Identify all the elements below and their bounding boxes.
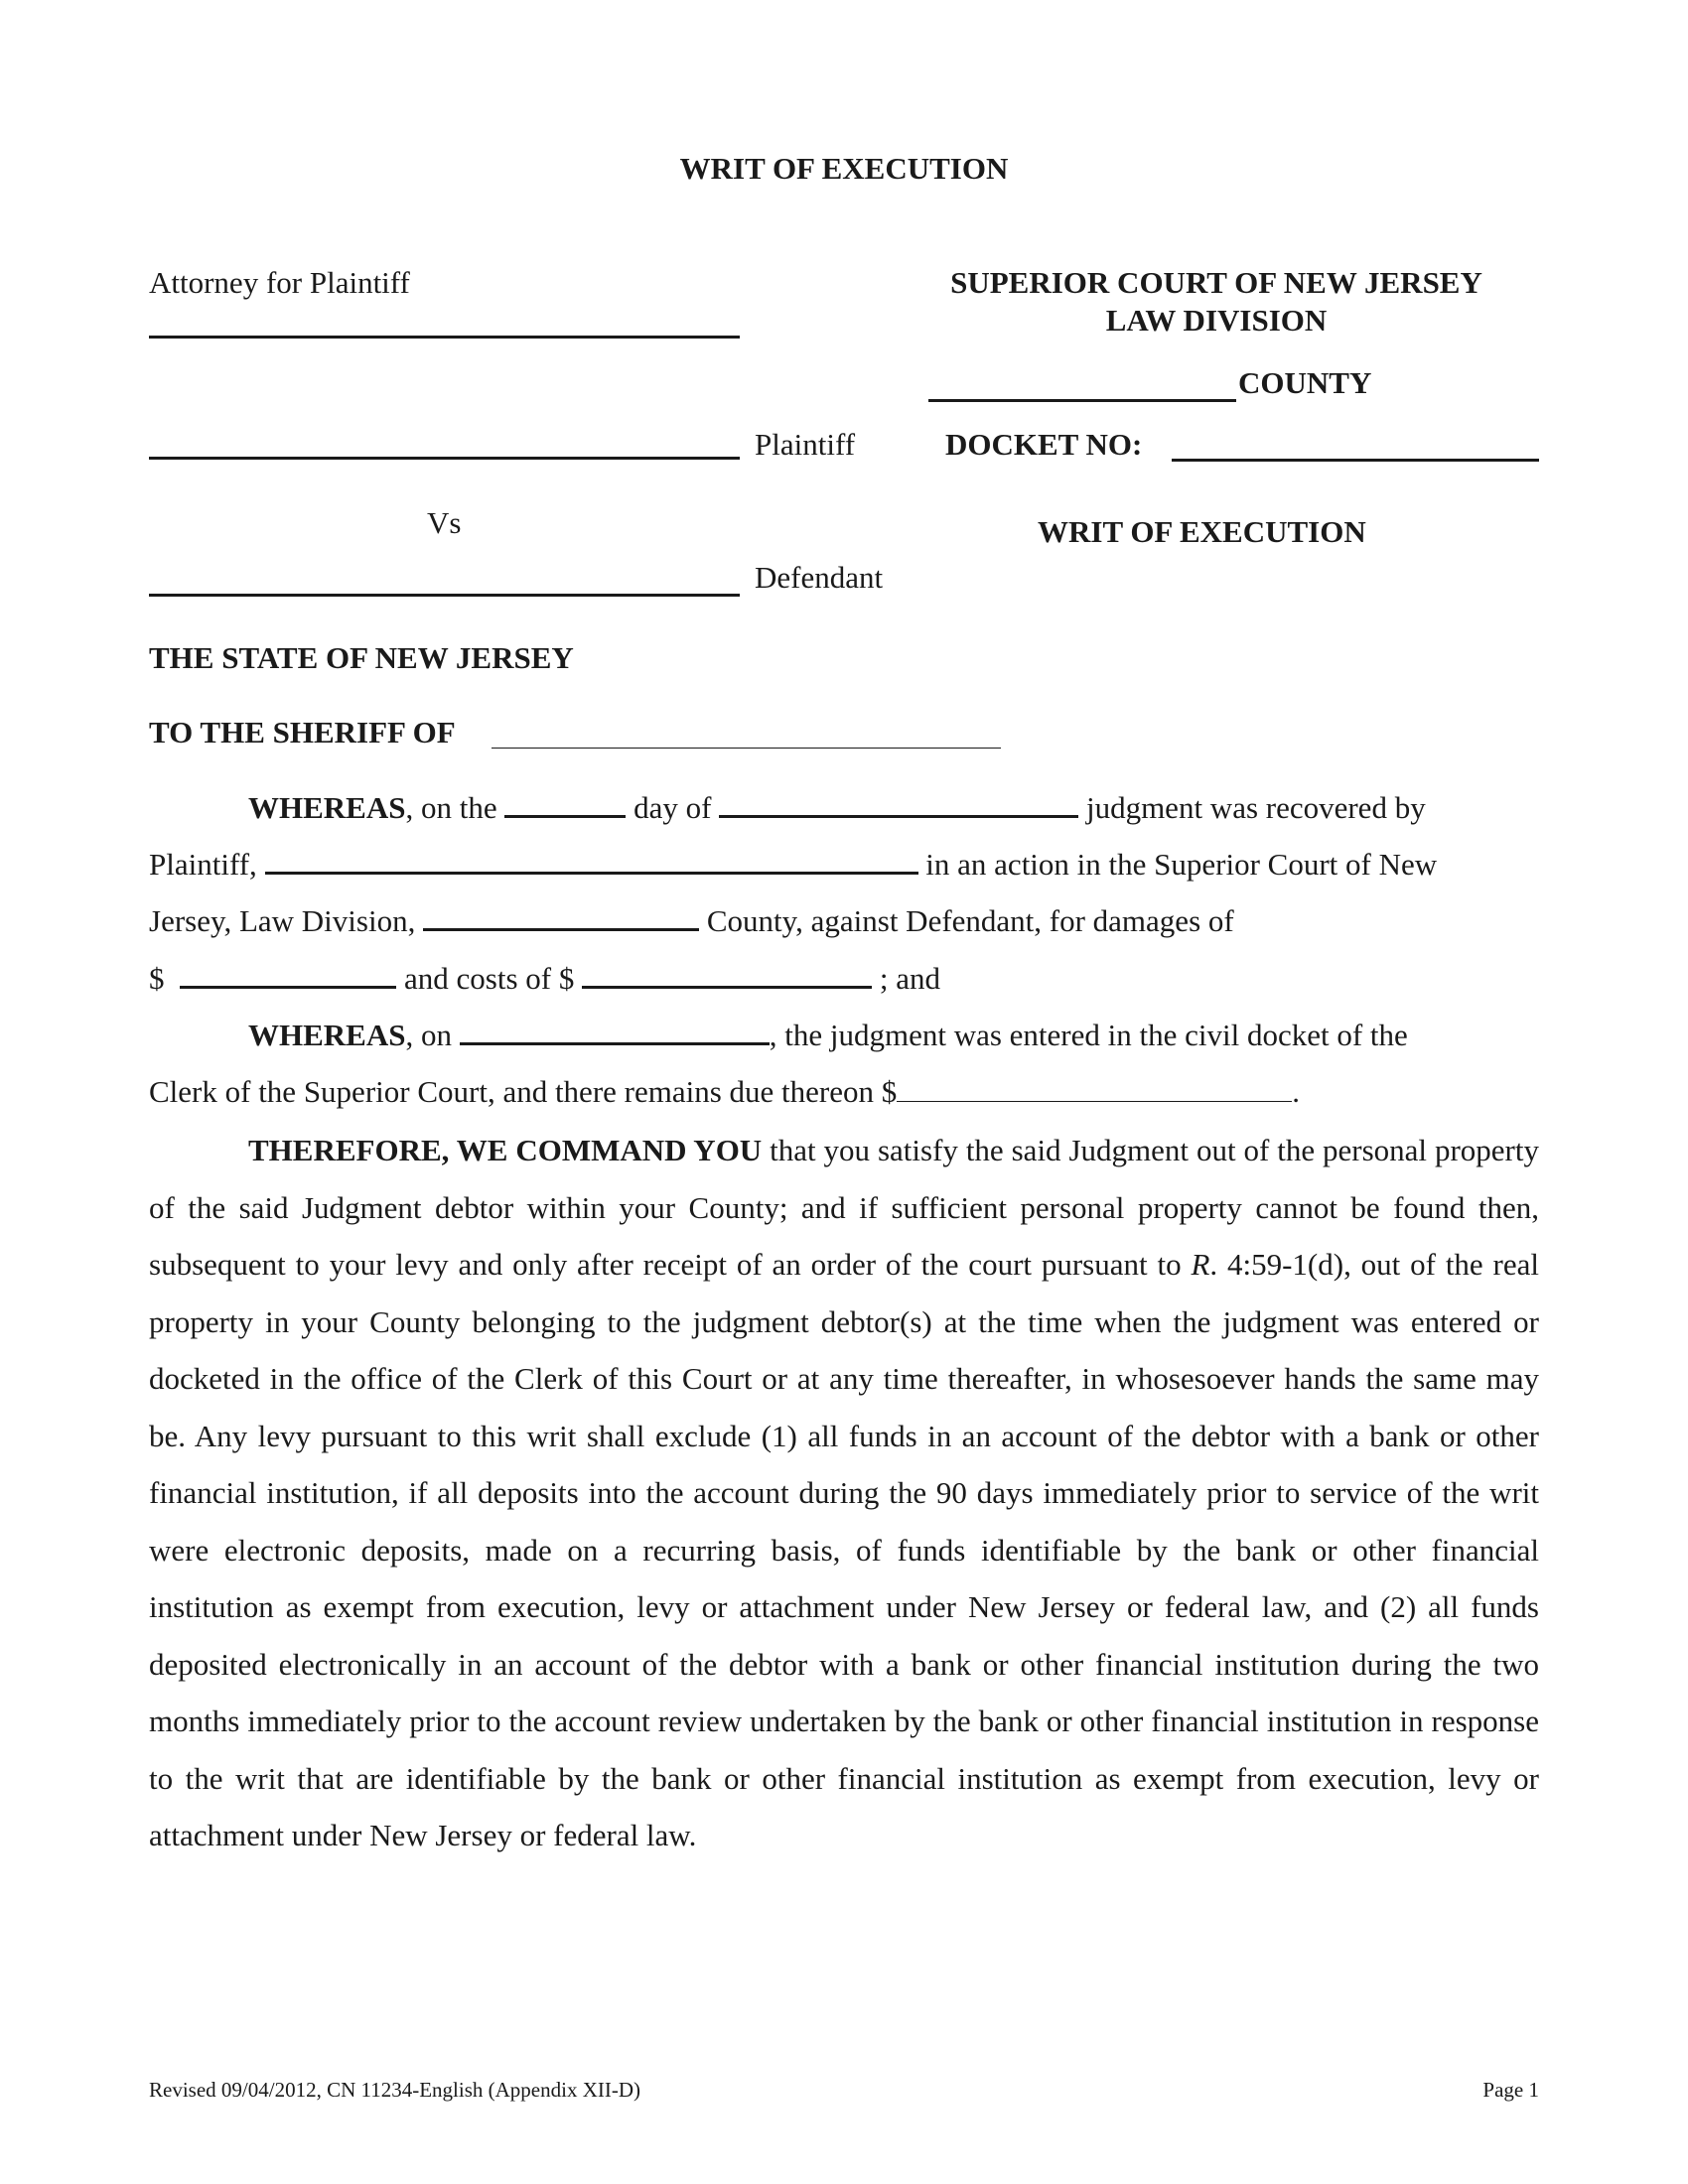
- plaintiff-name-line[interactable]: [149, 457, 740, 460]
- sheriff-heading: TO THE SHERIFF OF: [149, 715, 456, 750]
- attorney-name-line[interactable]: [149, 336, 740, 339]
- defendant-label: Defendant: [755, 560, 884, 595]
- rule-reference: R: [1191, 1247, 1210, 1282]
- versus-label: Vs: [427, 505, 462, 540]
- docket-label: DOCKET NO:: [945, 427, 1143, 462]
- whereas2-line1: WHEREAS, on , the judgment was entered in the civil docket of the: [248, 1018, 1408, 1052]
- document-title: WRIT OF EXECUTION: [679, 151, 1009, 186]
- whereas1-line1: WHEREAS, on the day of judgment was recovered by: [248, 790, 1426, 825]
- county-line[interactable]: [928, 399, 1236, 402]
- plaintiff-blank[interactable]: [265, 846, 918, 875]
- whereas2-line2: Clerk of the Superior Court, and there remains due thereon $ .: [149, 1074, 1300, 1109]
- court-division: LAW DIVISION: [1105, 303, 1328, 338]
- plaintiff-label: Plaintiff: [755, 427, 856, 462]
- court-name: SUPERIOR COURT OF NEW JERSEY: [950, 265, 1482, 300]
- command-paragraph: THEREFORE, WE COMMAND YOU that you satisfy the said Judgment out of the personal property of the said Judgment debtor within your County; and if sufficient personal property cannot be found then, subsequent to your levy and only after receipt of an order of the court pursuant to R. 4:59-1(d), out of the real property in your County belonging to the judgment debtor(s) at the time when the judgment was entered or docketed in the office of the Clerk of this Court or at any time thereafter, in whosesoever hands the same may be. Any levy pursuant to this writ shall exclude (1) all funds in an account of the debtor with a bank or other financial institution, if all deposits into the account during the 90 days immediately prior to service of the writ were electronic deposits, made on a recurring basis, of funds identifiable by the bank or other financial institution as exempt from execution, levy or attachment under New Jersey or federal law, and (2) all funds deposited electronically in an account of the debtor with a bank or other financial institution during the two months immediately prior to the account review undertaken by the bank or other financial institution in response to the writ that are identifiable by the bank or other financial institution as exempt from execution, levy or attachment under New Jersey or federal law.: [149, 1133, 1539, 1852]
- page-number: Page 1: [1482, 2078, 1539, 2102]
- damages-blank[interactable]: [180, 960, 396, 989]
- attorney-label: Attorney for Plaintiff: [149, 265, 410, 300]
- whereas1-line3: Jersey, Law Division, County, against Defendant, for damages of: [149, 903, 1234, 938]
- revision-note: Revised 09/04/2012, CN 11234-English (Appendix XII-D): [149, 2078, 640, 2102]
- whereas1-line2: Plaintiff, in an action in the Superior Court of New: [149, 847, 1438, 882]
- whereas2-lead: WHEREAS: [248, 1018, 406, 1052]
- judgment-month-blank[interactable]: [719, 789, 1078, 818]
- judgment-day-blank[interactable]: [504, 789, 626, 818]
- docket-number-line[interactable]: [1172, 459, 1539, 462]
- defendant-name-line[interactable]: [149, 594, 740, 597]
- whereas1-lead: WHEREAS: [248, 790, 406, 825]
- county-label: COUNTY: [1238, 365, 1372, 400]
- writ-label: WRIT OF EXECUTION: [1038, 514, 1366, 549]
- command-lead: THEREFORE, WE COMMAND YOU: [248, 1133, 763, 1167]
- whereas1-line4: $ and costs of $ ; and: [149, 961, 940, 996]
- amount-due-blank[interactable]: [897, 1075, 1292, 1102]
- docket-date-blank[interactable]: [460, 1017, 770, 1045]
- costs-blank[interactable]: [582, 960, 872, 989]
- state-heading: THE STATE OF NEW JERSEY: [149, 640, 574, 675]
- county-blank[interactable]: [423, 902, 699, 931]
- sheriff-county-line[interactable]: [492, 748, 1001, 749]
